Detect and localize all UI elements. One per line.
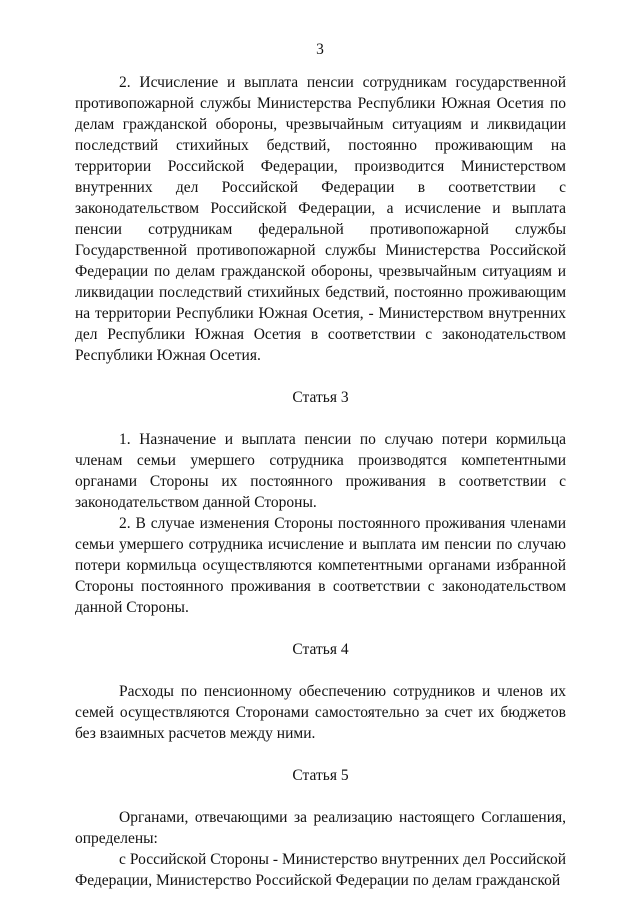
paragraph-pension-calculation: 2. Исчисление и выплата пенсии сотрудникам государственной противопожарной службы Министерства Республики Южная Осетия по делам гражданской обороны, чрезвычайным ситуациям и ликвидации последствий стихийных бедствий, постоянно проживающим на территории Российской Федерации, производится Министерством внутренних дел Российской Федерации в соответствии с законодательством Российской Федерации, а исчисление и выплата пенсии сотрудникам федеральной противопожарной службы Государственной противопожарной службы Министерства Российской Федерации по делам гражданской обороны, чрезвычайным ситуациям и ликвидации последствий стихийных бедствий, постоянно проживающим на территории Республики Южная Осетия, - Министерством внутренних дел Республики Южная Осетия в соответствии с законодательством Республики Южная Осетия. xyxy=(75,74,566,364)
document-body xyxy=(75,72,566,891)
article-3-heading: Статья 3 xyxy=(292,389,349,406)
page-number: 3 xyxy=(316,41,324,58)
article-5-paragraph-2: с Российской Стороны - Министерство внутренних дел Российской Федерации, Министерство Российской Федерации по делам гражданской xyxy=(75,851,566,889)
article-3-paragraph-2: 2. В случае изменения Стороны постоянного проживания членами семьи умершего сотрудника исчисление и выплата им пенсии по случаю потери кормильца осуществляются компетентными органами избранной Стороны постоянного проживания в соответствии с законодательством данной Стороны. xyxy=(75,515,566,616)
article-4-paragraph-1: Расходы по пенсионному обеспечению сотрудников и членов их семей осуществляются Сторонами самостоятельно за счет их бюджетов без взаимных расчетов между ними. xyxy=(75,683,566,742)
article-4-heading: Статья 4 xyxy=(292,641,349,658)
article-5-paragraph-1: Органами, отвечающими за реализацию настоящего Соглашения, определены: xyxy=(75,809,566,847)
article-5-heading: Статья 5 xyxy=(292,767,349,784)
article-3-paragraph-1: 1. Назначение и выплата пенсии по случаю потери кормильца членам семьи умершего сотрудника производятся компетентными органами Стороны их постоянного проживания в соответствии с законодательством данной Стороны. xyxy=(75,431,566,511)
